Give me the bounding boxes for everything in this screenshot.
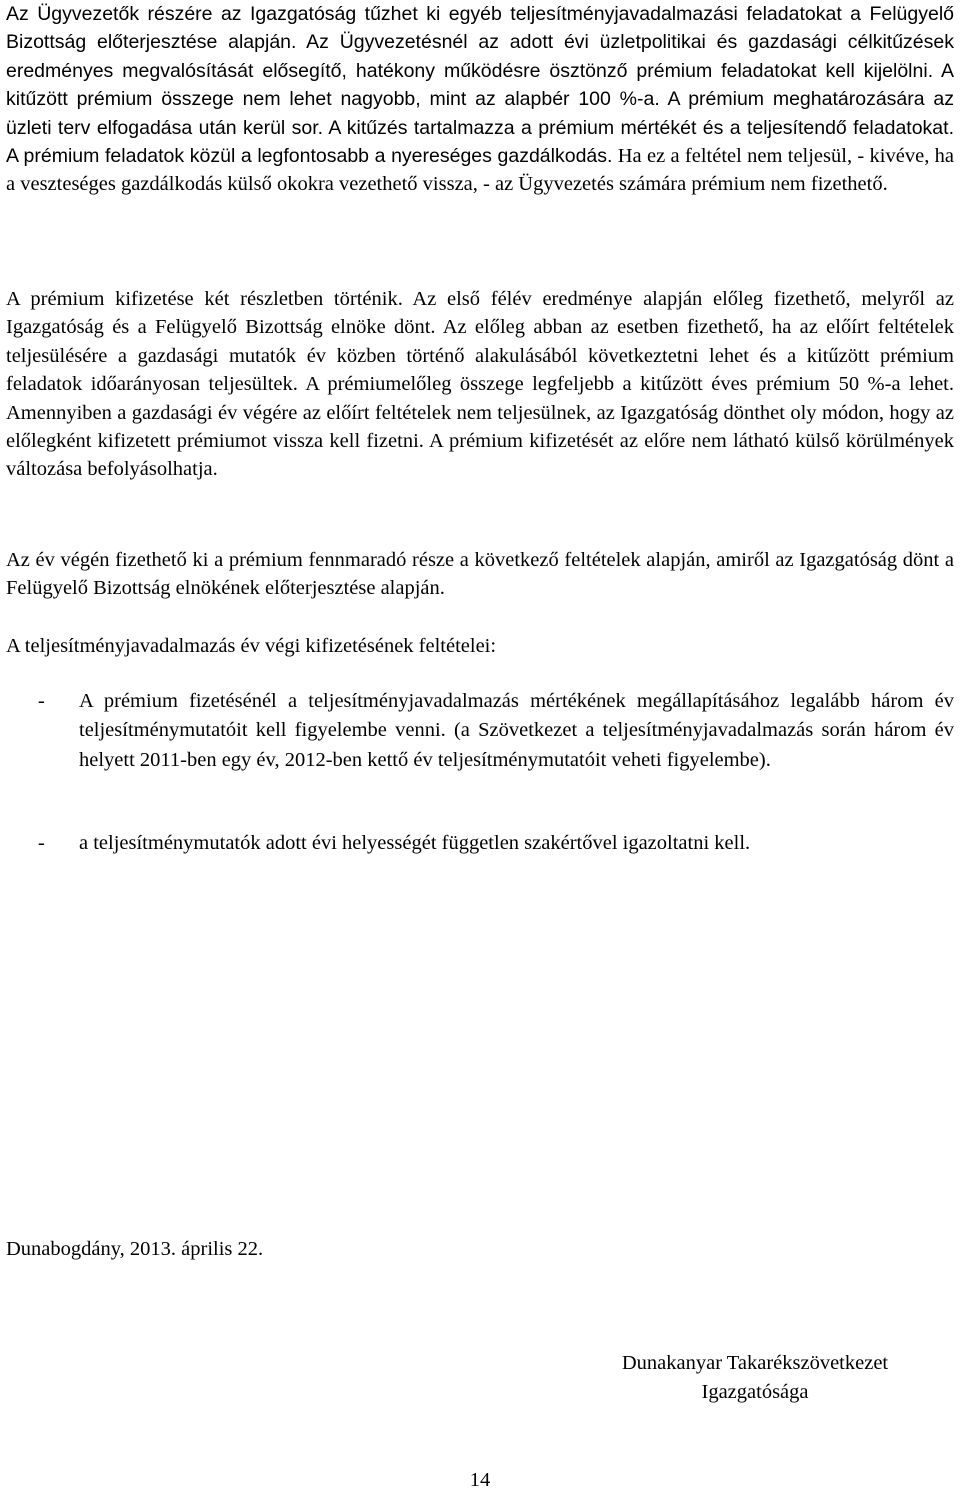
conditions-heading: A teljesítményjavadalmazás év végi kifizetésének feltételei: bbox=[6, 635, 497, 657]
condition-marker: - bbox=[38, 690, 45, 712]
paragraph-premium-tasks-text-condition: Ha ez a feltétel nem teljesül, - kivéve, ha a veszteséges gazdálkodás külső okokra vezethető vissza, - az Ügyvezetés számára prémium nem fizethető. bbox=[6, 145, 954, 196]
condition-text: a teljesítménymutatók adott évi helyességét független szakértővel igazoltatni kell. bbox=[79, 832, 751, 854]
page-number: 14 bbox=[469, 1469, 491, 1491]
paragraph-premium-tasks-text: Az Ügyvezetők részére az Igazgatóság tűzhet ki egyéb teljesítményjavadalmazási feladatokat a Felügyelő Bizottság előterjesztése alapján. Az Ügyvezetésnél az adott évi üzletpolitikai és gazdasági célkitűzések eredményes megvalósítását elősegítő, hatékony működésre ösztönző prémium feladatokat kell kijelölni. A kitűzött prémium összege nem lehet nagyobb, mint az alapbér 100 %-a. A prémium meghatározására az üzleti terv elfogadása után kerül sor. A kitűzés tartalmazza a prémium mértékét és a teljesítendő feladatokat. A prémium feladatok közül a legfontosabb a nyereséges gazdálkodás. bbox=[6, 3, 954, 168]
paragraph-premium-payment: A prémium kifizetése két részletben történik. Az első félév eredménye alapján előleg fizethető, melyről az Igazgatóság és a Felügyelő Bizottság elnöke dönt. Az előleg abban az esetben fizethető, ha az előírt feltételek teljesülésére a gazdasági mutatók év közben történő alakulásából következtetni lehet és a kitűzött prémium feladatok időarányosan teljesültek. A prémiumelőleg összege legfeljebb a kitűzött éves prémium 50 %-a lehet. Amennyiben a gazdasági év végére az előírt feltételek nem teljesülnek, az Igazgatóság dönthet oly módon, hogy az előlegként kifizetett prémiumot vissza kell fizetni. A prémium kifizetését az előre nem látható külső körülmények változása befolyásolhatja. bbox=[6, 288, 954, 481]
condition-marker: - bbox=[38, 832, 45, 854]
condition-item bbox=[6, 687, 954, 807]
signature-body: Igazgatósága bbox=[701, 1380, 809, 1403]
signature-block bbox=[590, 1349, 920, 1406]
signature-organization: Dunakanyar Takarékszövetkezet bbox=[621, 1352, 889, 1374]
paragraph-year-end-payment: Az év végén fizethető ki a prémium fennmaradó része a következő feltételek alapján, amiről az Igazgatóság dönt a Felügyelő Bizottság elnökének előterjesztése alapján. bbox=[6, 549, 954, 600]
condition-item bbox=[6, 829, 954, 859]
condition-text: A prémium fizetésénél a teljesítményjavadalmazás mértékének megállapításához legalább három év teljesítménymutatóit kell figyelembe venni. (a Szövetkezet a teljesítményjavadalmazás során három év helyett 2011-ben egy év, 2012-ben kettő év teljesítménymutatóit veheti figyelembe). bbox=[79, 690, 954, 771]
paragraph-premium-tasks bbox=[6, 0, 954, 199]
date-line: Dunabogdány, 2013. április 22. bbox=[6, 1238, 264, 1260]
